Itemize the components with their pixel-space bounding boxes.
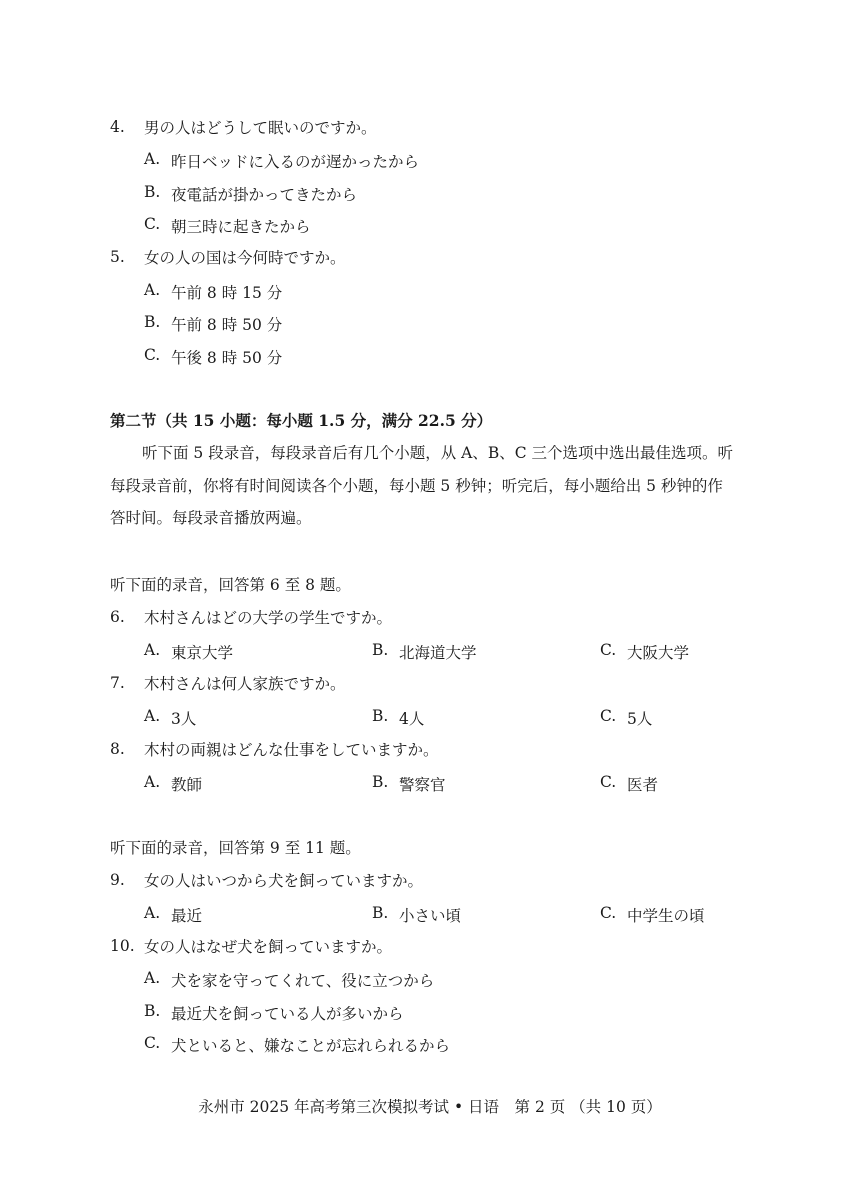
option-label: A. <box>144 969 161 987</box>
option-text: 午前 8 時 50 分 <box>171 316 283 334</box>
group-intro: 听下面的录音，回答第 6 至 8 题。 <box>110 576 351 594</box>
option-text: 教師 <box>171 776 203 794</box>
option-text: 犬を家を守ってくれて、役に立つから <box>171 972 435 990</box>
group-intro: 听下面的录音，回答第 9 至 11 题。 <box>110 839 361 857</box>
instruction-line: 听下面 5 段录音，每段录音后有几个小题，从 A、B、C 三个选项中选出最佳选项。听 <box>142 444 734 462</box>
option-label: B. <box>144 313 161 331</box>
question-number: 9. <box>110 871 125 889</box>
option-text: 午後 8 時 50 分 <box>171 349 283 367</box>
question-text: 男の人はどうして眠いのですか。 <box>144 119 377 137</box>
question-text: 木村さんはどの大学の学生ですか。 <box>144 609 393 627</box>
option-text: 大阪大学 <box>627 644 690 662</box>
option-label: C. <box>144 1034 161 1052</box>
option-label: B. <box>144 1002 161 1020</box>
option-text: 昨日ベッドに入るのが遅かったから <box>171 153 420 171</box>
option-label: C. <box>600 641 617 659</box>
option-label: B. <box>144 183 161 201</box>
option-label: B. <box>372 641 389 659</box>
option-label: B. <box>372 707 389 725</box>
question-number: 4. <box>110 118 125 136</box>
option-text: 4人 <box>399 710 425 728</box>
question-number: 7. <box>110 674 125 692</box>
option-label: C. <box>144 215 161 233</box>
option-text: 午前 8 時 15 分 <box>171 284 283 302</box>
question-text: 女の人はなぜ犬を飼っていますか。 <box>144 938 393 956</box>
option-label: A. <box>144 281 161 299</box>
option-text: 小さい頃 <box>399 907 462 925</box>
option-text: 東京大学 <box>171 644 234 662</box>
option-text: 朝三時に起きたから <box>171 218 311 236</box>
option-text: 中学生の頃 <box>627 907 705 925</box>
option-label: A. <box>144 150 161 168</box>
option-label: A. <box>144 641 161 659</box>
option-text: 北海道大学 <box>399 644 477 662</box>
question-number: 10. <box>110 937 135 955</box>
option-label: C. <box>600 707 617 725</box>
option-text: 最近 <box>171 907 203 925</box>
option-label: C. <box>600 904 617 922</box>
question-number: 8. <box>110 740 125 758</box>
section-title: 第二节（共 15 小题：每小题 1.5 分，满分 22.5 分） <box>110 411 493 430</box>
option-label: B. <box>372 773 389 791</box>
option-label: C. <box>600 773 617 791</box>
option-text: 5人 <box>627 710 653 728</box>
option-label: A. <box>144 773 161 791</box>
option-text: 医者 <box>627 776 659 794</box>
question-number: 6. <box>110 608 125 626</box>
option-label: C. <box>144 346 161 364</box>
option-label: A. <box>144 707 161 725</box>
option-label: B. <box>372 904 389 922</box>
option-text: 犬といると、嫌なことが忘れられるから <box>171 1037 451 1055</box>
instruction-line: 每段录音前，你将有时间阅读各个小题，每小题 5 秒钟；听完后，每小题给出 5 秒钟的作 <box>110 476 723 495</box>
question-text: 木村の両親はどんな仕事をしていますか。 <box>144 741 439 759</box>
question-text: 木村さんは何人家族ですか。 <box>144 675 346 693</box>
option-text: 夜電話が掛かってきたから <box>171 186 358 204</box>
option-text: 最近犬を飼っている人が多いから <box>171 1005 404 1023</box>
question-number: 5. <box>110 248 125 266</box>
option-text: 3人 <box>171 710 197 728</box>
option-text: 警察官 <box>399 776 446 794</box>
instruction-line: 答时间。每段录音播放两遍。 <box>110 509 312 527</box>
option-label: A. <box>144 904 161 922</box>
page-footer: 永州市 2025 年高考第三次模拟考试 • 日语 第 2 页 （共 10 页） <box>198 1098 662 1116</box>
question-text: 女の人の国は今何時ですか。 <box>144 249 346 267</box>
question-text: 女の人はいつから犬を飼っていますか。 <box>144 872 424 890</box>
section-instructions <box>110 437 750 535</box>
